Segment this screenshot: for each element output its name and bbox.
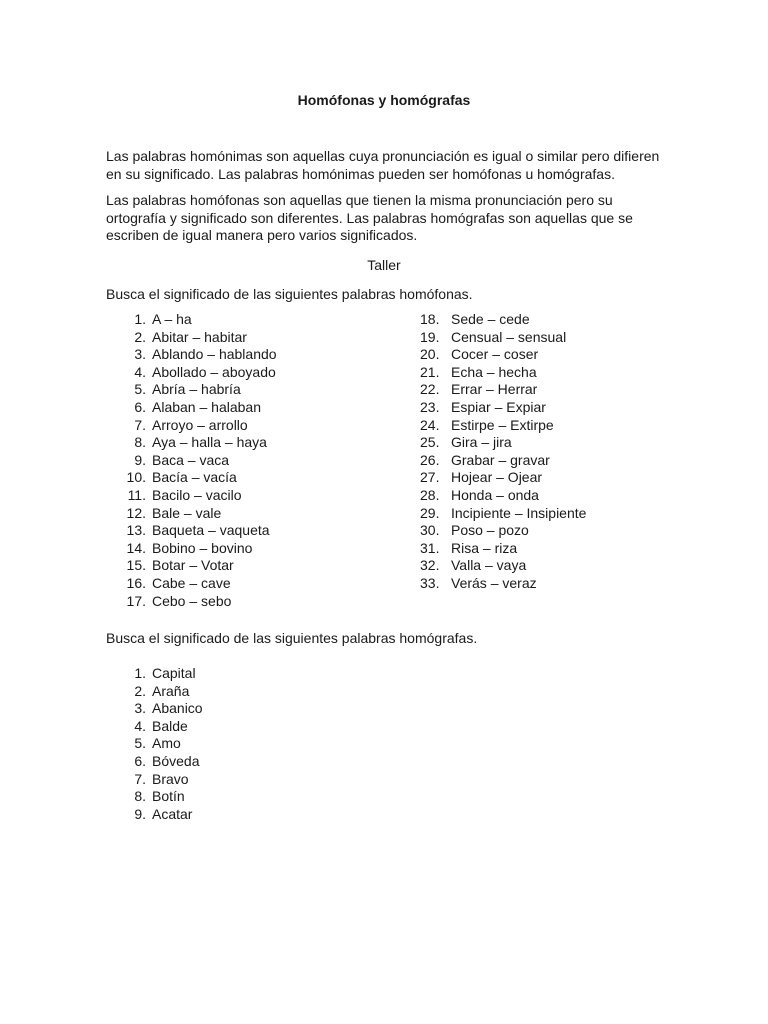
list-item-number: 9. (134, 451, 146, 468)
list-item-text: Bravo (152, 770, 189, 787)
list-item-number: 13. (126, 522, 146, 539)
list-item (110, 417, 277, 435)
list-item (110, 329, 277, 347)
list-item-number: 1. (134, 311, 146, 327)
list-item (110, 505, 277, 523)
list-item (110, 434, 277, 452)
homofonas-list-right (420, 311, 586, 593)
list-item-text: Poso – pozo (451, 522, 529, 539)
list-item-number: 27. (420, 469, 440, 486)
list-item-text: Errar – Herrar (451, 381, 538, 398)
list-item-text: Arroyo – arrollo (152, 416, 248, 433)
list-item-number: 22. (420, 381, 440, 398)
list-item (420, 399, 586, 417)
list-item-text: Botar – Votar (152, 557, 234, 574)
section-heading-taller: Taller (367, 257, 401, 273)
list-item-text: Abollado – aboyado (152, 363, 276, 380)
list-item-number: 5. (134, 381, 146, 398)
list-item (110, 364, 277, 382)
list-item-number: 26. (420, 451, 440, 468)
list-item (110, 346, 277, 364)
list-item-text: Abría – habría (152, 381, 241, 398)
list-item-number: 2. (134, 682, 146, 699)
list-item (110, 788, 203, 806)
list-item-text: Abanico (152, 700, 203, 717)
list-item-number: 3. (134, 346, 146, 363)
list-item-text: Cabe – cave (152, 574, 231, 591)
list-item (420, 434, 586, 452)
document-title: Homófonas y homógrafas (297, 92, 471, 108)
list-item-text: Bale – vale (152, 504, 222, 521)
list-item-text: Valla – vaya (451, 557, 527, 574)
list-item (420, 487, 586, 505)
list-item-number: 6. (134, 752, 146, 769)
list-item-text: Honda – onda (451, 486, 539, 503)
list-item (420, 557, 586, 575)
list-item-number: 15. (126, 557, 146, 574)
list-item-number: 1. (134, 665, 146, 681)
list-item-number: 8. (134, 434, 146, 451)
list-item-number: 6. (134, 398, 146, 415)
list-item (420, 381, 586, 399)
list-item-number: 3. (134, 700, 146, 717)
list-item (110, 771, 203, 789)
intro-paragraph-homofonas-homografas: Las palabras homófonas son aquellas que tienen la misma pronunciación pero su ortografía y significado son diferentes. Las palabras homógrafas son aquellas que se escriben de igual manera pero varios significados. (106, 192, 633, 243)
intro-paragraph-homonimas: Las palabras homónimas son aquellas cuya pronunciación es igual o similar pero difieren en su significado. Las palabras homónimas pueden ser homófonas u homógrafas. (106, 148, 660, 182)
list-item-number: 20. (420, 346, 440, 363)
list-item-number: 19. (420, 328, 440, 345)
instruction-homografas: Busca el significado de las siguientes palabras homógrafas. (106, 630, 478, 646)
list-item (110, 593, 277, 611)
list-item-text: Risa – riza (451, 539, 518, 556)
list-item-text: Grabar – gravar (451, 451, 550, 468)
list-item (110, 381, 277, 399)
list-item-number: 29. (420, 504, 440, 521)
list-item (420, 329, 586, 347)
list-item-text: Bacilo – vacilo (152, 486, 242, 503)
list-item-text: Hojear – Ojear (451, 469, 543, 486)
list-item (420, 522, 586, 540)
list-item-text: A – ha (152, 311, 192, 327)
list-item (420, 364, 586, 382)
list-item-number: 32. (420, 557, 440, 574)
list-item-number: 12. (126, 504, 146, 521)
homofonas-list-left (110, 311, 277, 610)
list-item-text: Incipiente – Insipiente (451, 504, 587, 521)
list-item-number: 18. (420, 311, 440, 327)
list-item (110, 540, 277, 558)
list-item (420, 417, 586, 435)
list-item (420, 311, 586, 329)
list-item-number: 25. (420, 434, 440, 451)
list-item (110, 700, 203, 718)
list-item-number: 16. (126, 574, 146, 591)
list-item (110, 753, 203, 771)
list-item-number: 4. (134, 717, 146, 734)
list-item-number: 23. (420, 398, 440, 415)
list-item-number: 7. (134, 770, 146, 787)
list-item-text: Cocer – coser (451, 346, 539, 363)
list-item (110, 311, 277, 329)
list-item-text: Capital (152, 665, 196, 681)
list-item-text: Amo (152, 735, 181, 752)
list-item-text: Verás – veraz (451, 574, 537, 591)
list-item-number: 8. (134, 788, 146, 805)
list-item-text: Abitar – habitar (152, 328, 247, 345)
list-item (110, 557, 277, 575)
list-item-number: 4. (134, 363, 146, 380)
list-item (110, 487, 277, 505)
list-item-text: Botín (152, 788, 185, 805)
list-item (420, 505, 586, 523)
instruction-homofonas: Busca el significado de las siguientes palabras homófonas. (106, 286, 473, 302)
list-item-number: 28. (420, 486, 440, 503)
list-item (420, 540, 586, 558)
list-item-number: 5. (134, 735, 146, 752)
list-item-text: Censual – sensual (451, 328, 567, 345)
list-item-text: Alaban – halaban (152, 398, 261, 415)
list-item-text: Bóveda (152, 752, 200, 769)
list-item-text: Echa – hecha (451, 363, 537, 380)
list-item-number: 14. (126, 539, 146, 556)
list-item-number: 21. (420, 363, 440, 380)
list-item-number: 33. (420, 574, 440, 591)
list-item (110, 806, 203, 824)
list-item-text: Acatar (152, 805, 193, 822)
list-item-number: 24. (420, 416, 440, 433)
list-item (110, 683, 203, 701)
list-item-number: 7. (134, 416, 146, 433)
list-item-text: Aya – halla – haya (152, 434, 267, 451)
list-item-number: 2. (134, 328, 146, 345)
list-item (110, 665, 203, 683)
list-item (110, 735, 203, 753)
list-item-text: Bacía – vacía (152, 469, 237, 486)
list-item-number: 11. (127, 486, 146, 503)
list-item-text: Espiar – Expiar (451, 398, 546, 415)
list-item (420, 346, 586, 364)
list-item-number: 31. (420, 539, 440, 556)
list-item-text: Gira – jira (451, 434, 512, 451)
list-item-number: 10. (126, 469, 146, 486)
list-item-text: Balde (152, 717, 188, 734)
list-item (110, 718, 203, 736)
list-item-text: Baca – vaca (152, 451, 230, 468)
list-item-text: Estirpe – Extirpe (451, 416, 554, 433)
list-item (110, 575, 277, 593)
list-item (110, 399, 277, 417)
list-item-text: Sede – cede (451, 311, 530, 327)
list-item-text: Bobino – bovino (152, 539, 253, 556)
list-item (110, 522, 277, 540)
list-item-text: Araña (152, 682, 190, 699)
list-item (420, 469, 586, 487)
list-item-text: Baqueta – vaqueta (152, 522, 270, 539)
list-item-number: 17. (126, 592, 146, 609)
list-item-number: 9. (134, 805, 146, 822)
list-item-text: Cebo – sebo (152, 592, 232, 609)
homografas-list (110, 665, 203, 823)
list-item-text: Ablando – hablando (152, 346, 277, 363)
list-item (420, 575, 586, 593)
list-item (420, 452, 586, 470)
list-item (110, 469, 277, 487)
list-item-number: 30. (420, 522, 440, 539)
list-item (110, 452, 277, 470)
